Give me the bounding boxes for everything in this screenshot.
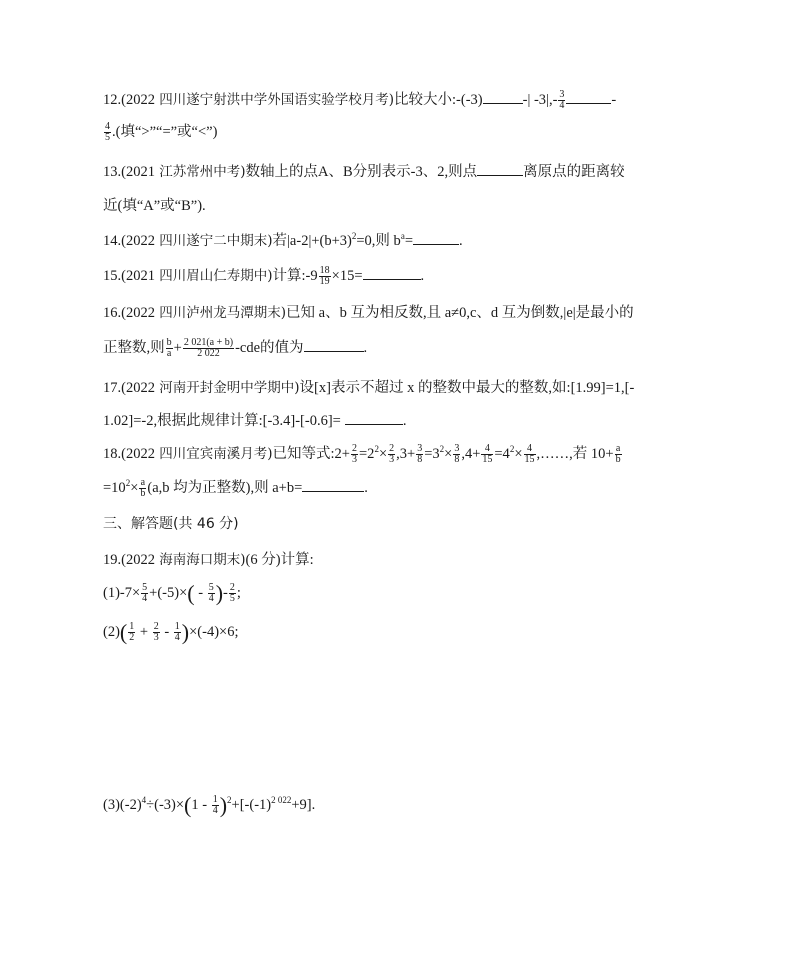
q12-source: 四川遂宁射洪中学外国语实验学校月考): [154, 92, 395, 108]
fraction: $\frac{2}{3}$: [389, 443, 395, 466]
fraction: $\frac{2}{5}$: [229, 582, 235, 605]
fraction: $\frac{3}{4}$: [559, 89, 565, 112]
fraction: $\frac{b}{a}$: [166, 337, 172, 360]
fraction: $\frac{5}{4}$: [142, 582, 148, 605]
fraction: $\frac{1}{4}$: [212, 794, 218, 817]
fraction: $\frac{2}{3}$: [352, 443, 357, 466]
question-12-cont: $\frac{4}{5}$ .(填“>”“=”或“<”): [105, 121, 218, 144]
question-13-cont: 近(填“A”或“B”).: [103, 198, 206, 214]
fraction: $\frac{2}{3}$: [153, 621, 159, 644]
q16-blank[interactable]: [304, 338, 364, 352]
fraction: $\frac{5}{4}$: [208, 582, 214, 605]
question-12: 12.(2022 四川遂宁射洪中学外国语实验学校月考)比较大小:-(-3) -| -3|,- $\frac{3}{4}$ -: [103, 89, 617, 112]
question-19: 19.(2022 海南海口期末)(6 分)计算:: [103, 552, 314, 568]
question-17-cont: 1.02]=-2,根据此规律计算:[-3.4]-[-0.6]= .: [103, 413, 407, 429]
fraction: $\frac{1}{2}$: [129, 621, 135, 644]
question-17: 17.(2022 河南开封金明中学期中)设[x]表示不超过 x 的整数中最大的整数,如:[1.99]=1,[-: [103, 380, 635, 396]
q18-blank[interactable]: [302, 478, 364, 492]
fraction: $\frac{3}{8}$: [417, 443, 423, 466]
question-15: 15.(2021 四川眉山仁寿期中)计算:-9 $\frac{18}{19}$ ×15= .: [103, 265, 425, 288]
q17-blank[interactable]: [345, 411, 403, 425]
section-title: 三、解答题(共 46 分): [103, 516, 239, 532]
question-19-part-2: (2)( $\frac{1}{2}$ + $\frac{2}{3}$ - $\frac{1}{4}$ )×(-4)×6;: [103, 619, 239, 645]
q12-blank-1[interactable]: [483, 90, 523, 104]
fraction: $\frac{a}{b}$: [140, 477, 146, 500]
q15-blank[interactable]: [363, 266, 421, 280]
question-16-cont: 正整数,则 $\frac{b}{a}$ + $\frac{2 021(a + b)}{2 022}$ -cde的值为 .: [103, 337, 368, 360]
question-19-part-3: $(3)(-2)^4\div(-3)\times(1$ - $\frac{1}{4}$ )$^2+[-(-1)^{2 022}+9]$.: [103, 792, 316, 818]
fraction: $\frac{4}{15}$: [482, 443, 493, 466]
fraction: $\frac{4}{5}$: [105, 121, 110, 144]
question-19-part-1: (1)-7× $\frac{5}{4}$ +(-5)×( - $\frac{5}{4}$ )- $\frac{2}{5}$ ;: [103, 580, 241, 606]
fraction: $\frac{1}{4}$: [174, 621, 180, 644]
fraction: $\frac{18}{19}$: [319, 265, 330, 288]
fraction: $\frac{3}{8}$: [454, 443, 460, 466]
question-18-cont: $=10^2\times$ $\frac{a}{b}$ (a,b 均为正整数),则 a+b= .: [103, 477, 368, 500]
question-18: 18.(2022 四川宜宾南溪月考)已知等式:2+ $\frac{2}{3}$ $=2^2\times$ $\frac{2}{3}$ ,3+ $\frac{3}{8}$ $=3^2\times$ $\frac{3}{8}$ ,4+ $\frac{4}{15}$ $=4^2\times$ $\frac{4}{15}$ ,……,若 10+ $\frac{a}{b}$: [103, 443, 621, 466]
question-13: 13.(2021 江苏常州中考)数轴上的点A、B分别表示-3、2,则点 离原点的距离较: [103, 164, 625, 180]
fraction: $\frac{2 021(a + b)}{2 022}$: [183, 337, 234, 360]
fraction: $\frac{a}{b}$: [615, 443, 621, 466]
q12-number: 12.(2022: [103, 92, 155, 108]
q14-blank[interactable]: [413, 231, 459, 245]
fraction: $\frac{4}{15}$: [524, 443, 535, 466]
q13-blank[interactable]: [477, 162, 523, 176]
q12-blank-2[interactable]: [566, 90, 611, 104]
question-16: 16.(2022 四川泸州龙马潭期末)已知 a、b 互为相反数,且 a≠0,c、d 互为倒数,|e|是最小的: [103, 305, 634, 321]
question-14: 14.(2022 四川遂宁二中期末)若$|a-2|+(b+3)^2=0$,则 $b^a=$ .: [103, 231, 463, 249]
